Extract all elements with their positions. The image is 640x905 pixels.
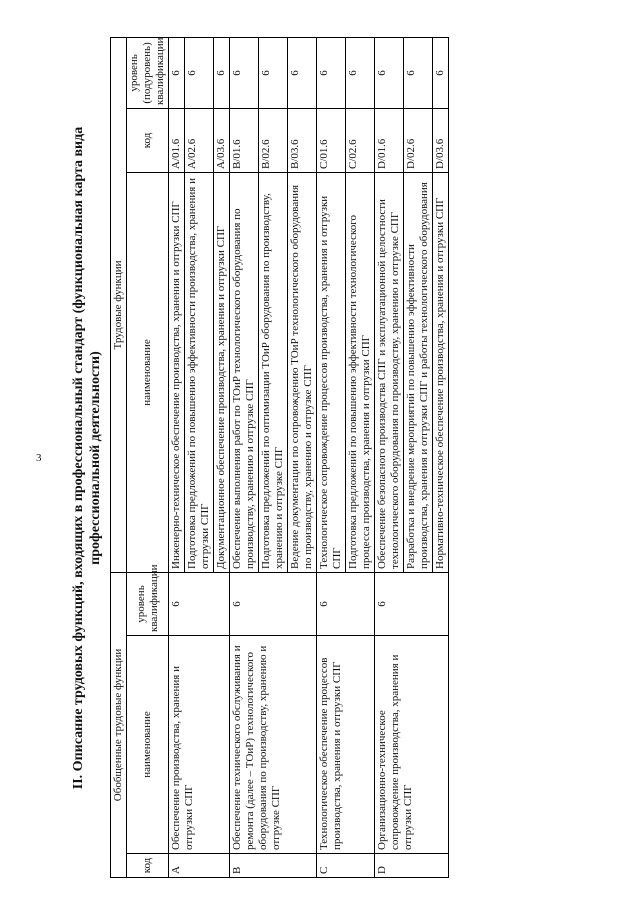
- general-function-level: 6: [230, 572, 317, 635]
- labor-function-code: D/02.6: [404, 108, 433, 172]
- labor-function-name: Инженерно-техническое обеспечение производства, хранения и отгрузки СПГ: [169, 172, 185, 572]
- labor-function-code: A/03.6: [214, 108, 230, 172]
- labor-function-name: Разработка и внедрение мероприятий по повышению эффективности производства, хранения и отгрузки СПГ и работы технологического оборудования: [404, 172, 433, 572]
- general-function-level: 6: [317, 572, 375, 635]
- labor-function-level: 6: [185, 37, 214, 108]
- labor-function-code: C/01.6: [317, 108, 346, 172]
- labor-function-code: C/02.6: [346, 108, 375, 172]
- labor-function-level: 6: [317, 37, 346, 108]
- general-functions-header: Обобщенные трудовые функции: [111, 572, 127, 877]
- general-function-name: Обеспечение технического обслуживания и ремонта (далее – ТОиР) технологического оборудования по производству, хранению и отгрузке СПГ: [230, 636, 317, 854]
- general-function-name: Организационно-техническое сопровождение производства, хранения и отгрузки СПГ: [375, 636, 449, 854]
- labor-function-name: Подготовка предложений по повышению эффективности производства, хранения и отгрузки СПГ: [185, 172, 214, 572]
- labor-function-code: B/01.6: [230, 108, 259, 172]
- general-function-level: 6: [375, 572, 449, 635]
- general-function-code: C: [317, 854, 375, 878]
- labor-function-code: B/03.6: [288, 108, 317, 172]
- labor-function-name: Технологическое сопровождение процессов производства, хранения и отгрузки СПГ: [317, 172, 346, 572]
- functional-map-table: [110, 37, 449, 878]
- labor-function-name: Нормативно-техническое обеспечение производства, хранения и отгрузки СПГ: [433, 172, 449, 572]
- page-number: 3: [36, 452, 42, 464]
- labor-function-code: B/02.6: [259, 108, 288, 172]
- tf-code-column-header: код: [127, 108, 169, 172]
- labor-functions-header: Трудовые функции: [111, 37, 127, 572]
- labor-function-code: A/02.6: [185, 108, 214, 172]
- tf-level-column-header: уровень (подуровень) квалификации: [127, 37, 169, 108]
- general-function-name: Обеспечение производства, хранения и отгрузки СПГ: [169, 636, 230, 854]
- labor-function-code: A/01.6: [169, 108, 185, 172]
- general-function-level: 6: [169, 572, 230, 635]
- table-row: [317, 37, 346, 877]
- labor-function-level: 6: [230, 37, 259, 108]
- rotated-page-content: [30, 33, 610, 883]
- labor-function-name: Ведение документации по сопровождению ТОиР технологического оборудования по производству, хранению и отгрузке СПГ: [288, 172, 317, 572]
- labor-function-level: 6: [346, 37, 375, 108]
- labor-function-level: 6: [288, 37, 317, 108]
- labor-function-name: Подготовка предложений по повышению эффективности технологического процесса производства, хранения и отгрузки СПГ: [346, 172, 375, 572]
- labor-function-name: Обеспечение выполнения работ по ТОиР технологического оборудования по производству, хранению и отгрузке СПГ: [230, 172, 259, 572]
- labor-function-code: D/01.6: [375, 108, 404, 172]
- level-column-header: уровень квалификации: [127, 572, 169, 635]
- general-function-code: B: [230, 854, 317, 878]
- tf-name-column-header: наименование: [127, 172, 169, 572]
- table-row: [169, 37, 185, 877]
- general-function-name: Технологическое обеспечение процессов производства, хранения и отгрузки СПГ: [317, 636, 375, 854]
- labor-function-level: 6: [169, 37, 185, 108]
- table-body: [169, 37, 449, 877]
- code-column-header: код: [127, 854, 169, 878]
- labor-function-name: Документационное обеспечение производства, хранения и отгрузки СПГ: [214, 172, 230, 572]
- labor-function-level: 6: [375, 37, 404, 108]
- labor-function-level: 6: [404, 37, 433, 108]
- table-row: [375, 37, 404, 877]
- name-column-header: наименование: [127, 636, 169, 854]
- general-function-code: A: [169, 854, 230, 878]
- labor-function-level: 6: [214, 37, 230, 108]
- table-row: [230, 37, 259, 877]
- general-function-code: D: [375, 854, 449, 878]
- labor-function-level: 6: [259, 37, 288, 108]
- labor-function-name: Обеспечение безопасного производства СПГ и эксплуатационной целостности технологического оборудования по производству, хранению и отгрузке СПГ: [375, 172, 404, 572]
- section-title: II. Описание трудовых функций, входящих в профессиональный стандарт (функциональная карта вида профессиональной деятельности): [71, 126, 103, 790]
- labor-function-code: D/03.6: [433, 108, 449, 172]
- labor-function-level: 6: [433, 37, 449, 108]
- labor-function-name: Подготовка предложений по оптимизации ТОиР оборудования по производству, хранению и отгрузке СПГ: [259, 172, 288, 572]
